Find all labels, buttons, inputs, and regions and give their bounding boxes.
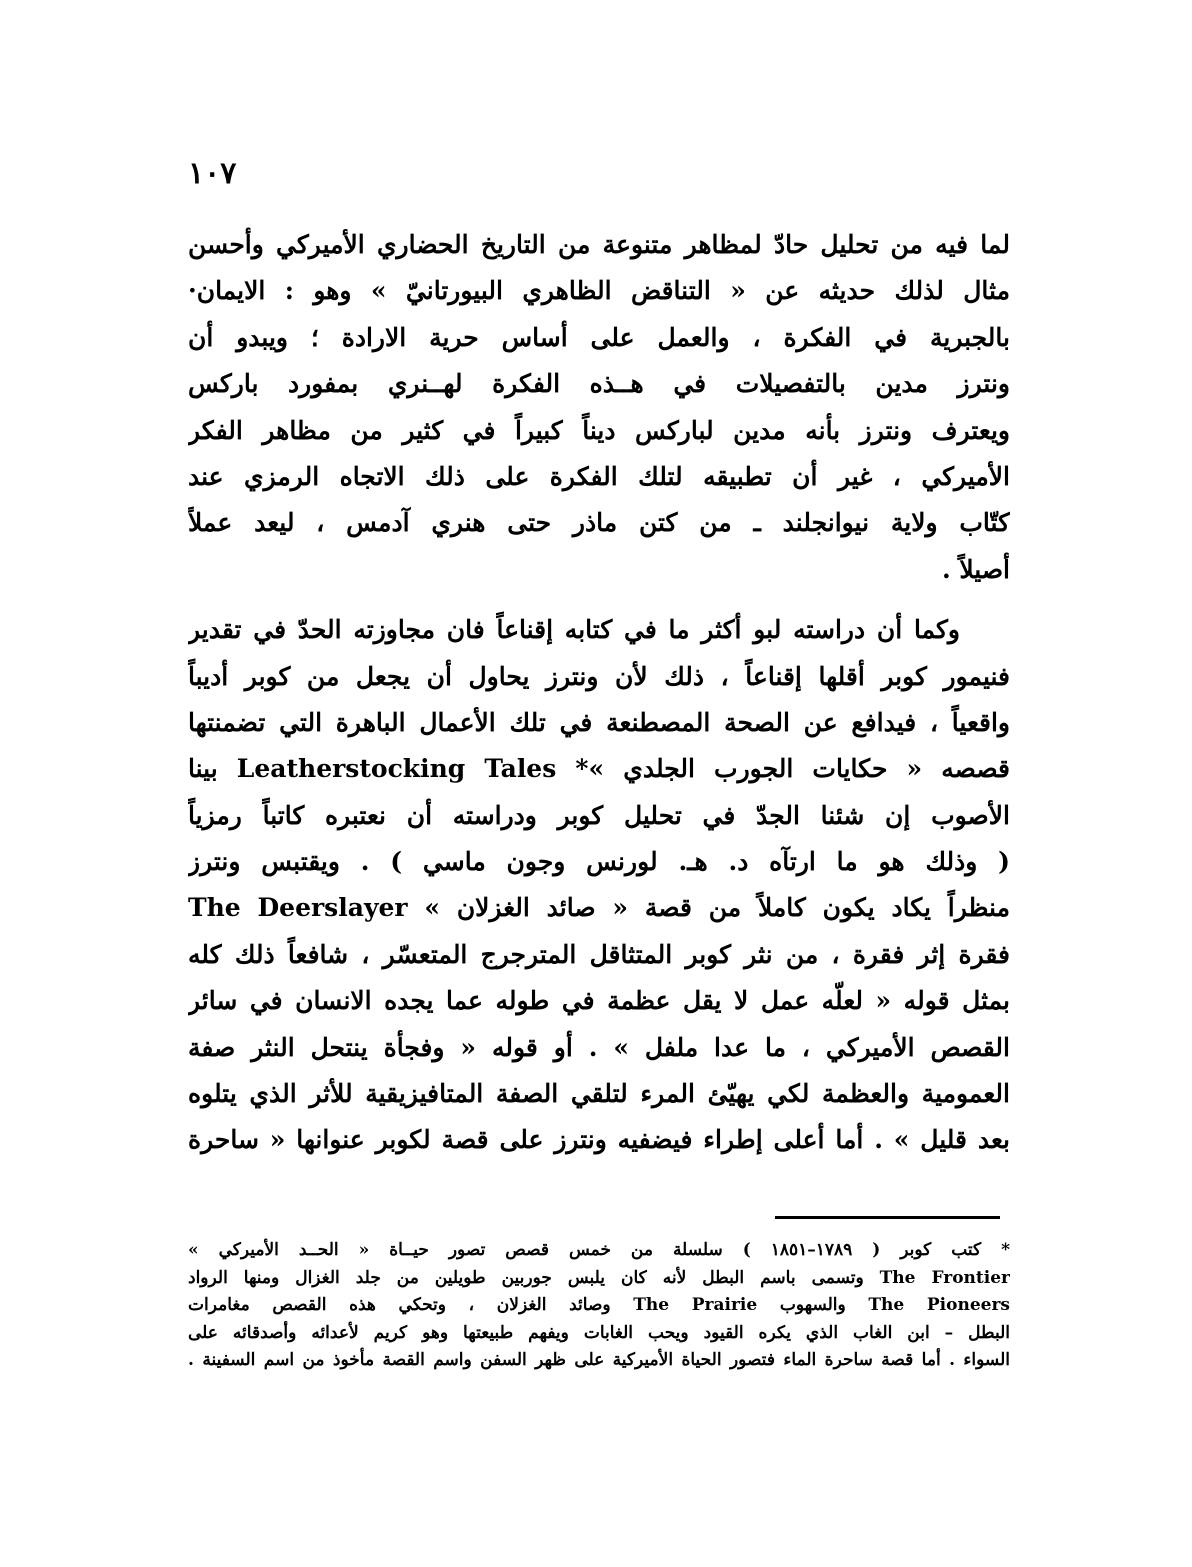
text-line: أصيلاً . xyxy=(941,554,1010,584)
footnote-divider xyxy=(775,1216,1000,1219)
page-number: ١٠٧ xyxy=(188,156,237,191)
text-line: مثال لذلك حديثه عن « التناقض الظاهري البيورتانيّ » وهو : الايمان· xyxy=(188,276,1010,306)
text-line: فقرة إثر فقرة ، من نثر كوبر المتثاقل المترجرج المتعسّر ، شافعاً ذلك كله xyxy=(188,939,1010,969)
text-line: ونترز مدين بالتفصيلات في هــذه الفكرة لهــنري بمفورد باركس xyxy=(188,369,1010,399)
text-line: وكما أن دراسته لبو أكثر ما في كتابه إقناعاً فان مجاوزته الحدّ في تقدير xyxy=(188,615,960,645)
text-line: ( وذلك هو ما ارتآه د. هـ. لورنس وجون ماسي ) . ويقتبس ونترز xyxy=(188,847,1010,877)
text-line: قصصه « حكايات الجورب الجلدي »* Leatherstocking Tales بينا xyxy=(188,754,1010,784)
footnote-line: البطل – ابن الغاب الذي يكره القيود ويحب الغابات ويفهم طبيعتها وهو كريم لأعدائه وأصدقائه على xyxy=(188,1322,1010,1343)
footnote-line: The Pioneers والسهوب The Prairie وصائد الغزلان ، وتحكي هذه القصص مغامرات xyxy=(188,1295,1010,1316)
text-line: منظراً يكاد يكون كاملاً من قصة « صائد الغزلان » The Deerslayer xyxy=(188,893,1010,923)
footnote-line: * كتب كوبر ( ١٧٨٩–١٨٥١ ) سلسلة من خمس قصص تصور حيــاة « الحــد الأميركي » xyxy=(188,1240,1010,1260)
text-line: القصص الأميركي ، ما عدا ملفل » . أو قوله « وفجأة ينتحل النثر صفة xyxy=(188,1032,1010,1062)
text-line: بعد قليل » . أما أعلى إطراء فيضفيه ونترز على قصة لكوبر عنوانها « ساحرة xyxy=(188,1125,1010,1155)
footnote-line: السواء . أما قصة ساحرة الماء فتصور الحياة الأميركية على ظهر السفن واسم القصة مأخوذ من اسم السفينة . xyxy=(188,1350,1010,1371)
footnote xyxy=(188,1237,1010,1375)
footnote-line: The Frontier وتسمى باسم البطل لأنه كان يلبس جوربين طويلين من جلد الغزال ومنها الرواد xyxy=(188,1267,1010,1288)
text-line: ويعترف ونترز بأنه مدين لباركس ديناً كبيراً في كثير من مظاهر الفكر xyxy=(188,415,1010,445)
text-line: العمومية والعظمة لكي يهيّئ المرء لتلقي الصفة المتافيزيقية للأثر الذي يتلوه xyxy=(188,1079,1010,1109)
text-line: بالجبرية في الفكرة ، والعمل على أساس حرية الارادة ؛ ويبدو أن xyxy=(188,322,1010,352)
main-text xyxy=(188,222,1010,1164)
text-line: واقعياً ، فيدافع عن الصحة المصطنعة في تلك الأعمال الباهرة التي تضمنتها xyxy=(188,707,1010,737)
text-line: لما فيه من تحليل حادّ لمظاهر متنوعة من التاريخ الحضاري الأميركي وأحسن xyxy=(188,230,1010,259)
paragraph-gap xyxy=(188,593,1010,607)
text-line: بمثل قوله « لعلّه عمل لا يقل عظمة في طوله عما يجده الانسان في سائر xyxy=(188,986,1010,1016)
text-line: الأصوب إن شئنا الجدّ في تحليل كوبر ودراسته أن نعتبره كاتباً رمزياً xyxy=(188,800,1010,830)
text-line: كتّاب ولاية نيوانجلند ـ من كتن ماذر حتى هنري آدمس ، ليعد عملاً xyxy=(188,508,1010,538)
text-line: الأميركي ، غير أن تطبيقه لتلك الفكرة على ذلك الاتجاه الرمزي عند xyxy=(188,461,1010,491)
text-line: فنيمور كوبر أقلها إقناعاً ، ذلك لأن ونترز يحاول أن يجعل من كوبر أديباً xyxy=(188,661,1010,691)
